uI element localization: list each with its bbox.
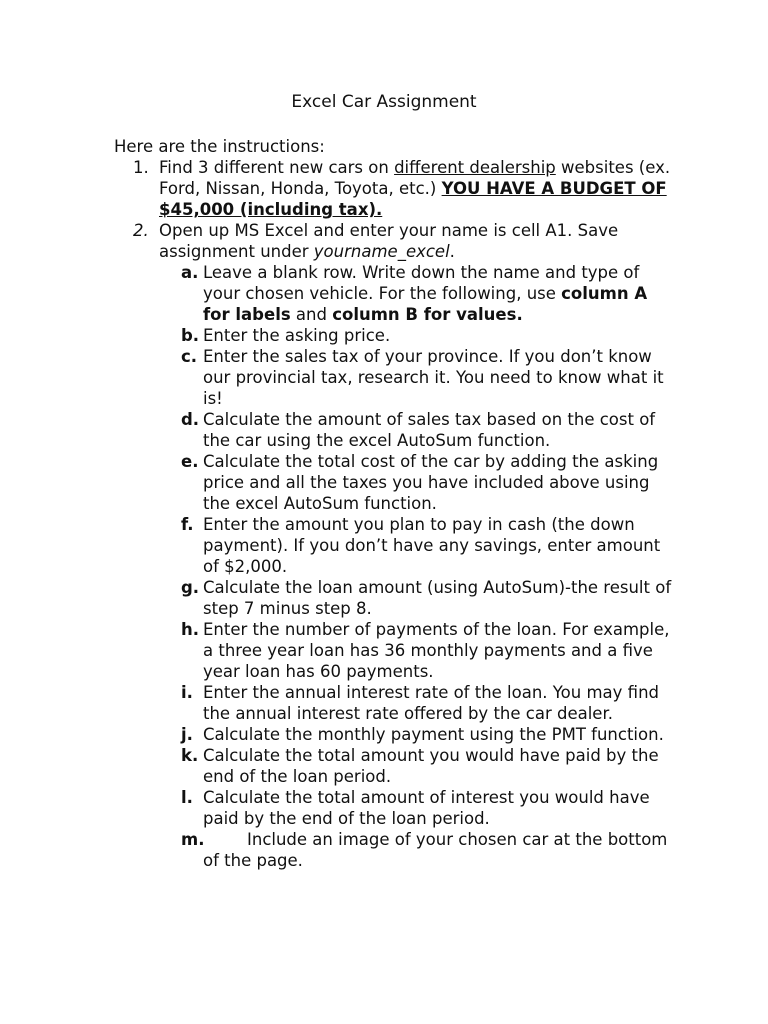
substep-j-text: Calculate the monthly payment using the PMT function. [203,725,664,744]
budget-note: YOU HAVE A BUDGET OF $45,000 (including tax). [159,179,667,219]
substep-h-text: Enter the number of payments of the loan. For example, a three year loan has 36 monthly payments and a five year loan has 60 payments. [203,620,670,681]
substep-i-text: Enter the annual interest rate of the loan. You may find the annual interest rate offered by the car dealer. [203,683,659,723]
numbered-list [114,157,674,871]
substep-l-marker: l. [181,788,193,807]
substep-j-marker: j. [181,725,193,744]
substep-e [159,451,674,514]
substep-l-text: Calculate the total amount of interest you would have paid by the end of the loan period. [203,788,650,828]
substep-m-text: Include an image of your chosen car at the bottom of the page. [203,830,668,870]
substep-f-text: Enter the amount you plan to pay in cash (the down payment). If you don’t have any savings, enter amount of $2,000. [203,515,661,576]
substep-l [159,787,674,829]
step-1-text-b: websites (ex. Ford, Nissan, Honda, Toyota, etc.) [159,158,671,198]
substep-f-marker: f. [181,515,194,534]
intro-text: Here are the instructions: [114,137,325,156]
substep-d [159,409,674,451]
substep-k-text: Calculate the total amount you would have paid by the end of the loan period. [203,746,659,786]
substep-h-marker: h. [181,620,200,639]
substep-m-marker: m. [181,830,205,849]
step-1 [114,157,674,220]
substep-a [159,262,674,325]
substep-e-marker: e. [181,452,199,471]
step-2-number: 2. [133,221,149,240]
substep-i [159,682,674,724]
substep-g [159,577,674,619]
substep-a-text-a: Leave a blank row. Write down the name and type of your chosen vehicle. For the following, use [203,263,640,303]
substep-a-marker: a. [181,263,199,282]
step-2-text-a: Open up MS Excel and enter your name is cell A1. Save assignment under [159,221,619,261]
substep-f [159,514,674,577]
substep-c [159,346,674,409]
substep-e-text: Calculate the total cost of the car by adding the asking price and all the taxes you have included above using the excel AutoSum function. [203,452,659,513]
step-2 [114,220,674,871]
substep-b-text: Enter the asking price. [203,326,391,345]
substep-list [159,262,674,871]
substep-d-marker: d. [181,410,200,429]
substep-h [159,619,674,682]
substep-g-text: Calculate the loan amount (using AutoSum)-the result of step 7 minus step 8. [203,578,672,618]
step-2-text-b: . [449,242,455,261]
substep-j [159,724,674,745]
substep-g-marker: g. [181,578,200,597]
substep-i-marker: i. [181,683,193,702]
substep-b-marker: b. [181,326,200,345]
substep-k-marker: k. [181,746,199,765]
substep-c-text: Enter the sales tax of your province. If you don’t know our provincial tax, research it. You need to know what it is! [203,347,664,408]
document-title: Excel Car Assignment [291,92,477,112]
step-2-filename: yourname_excel [313,242,450,261]
substep-k [159,745,674,787]
substep-c-marker: c. [181,347,198,366]
substep-a-bold-2: column B for values. [332,305,523,324]
substep-a-bold-1: column A for labels [203,284,648,324]
substep-m [159,829,674,871]
substep-d-text: Calculate the amount of sales tax based on the cost of the car using the excel AutoSum function. [203,410,656,450]
step-1-number: 1. [133,158,149,177]
substep-b [159,325,674,346]
step-1-text-a: Find 3 different new cars on [159,158,395,177]
step-1-underlined-text: different dealership [394,158,556,177]
substep-a-text-b: and [290,305,333,324]
